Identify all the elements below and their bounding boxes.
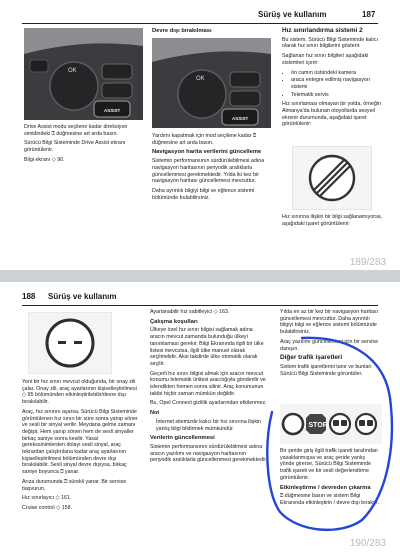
subheading: Etkinleştirme / devreden çıkarma [280,484,371,491]
steering-wheel-controls-photo-2 [152,38,271,128]
paragraph: ⍰ düğmesine basın ve sistem Bilgi Ekranında etkinleştirin / devre dışı bırakın. [280,493,379,506]
column-2-text [150,309,268,467]
page-divider [0,270,400,282]
column-3-text-lower [280,448,380,510]
column-3-text [280,309,380,380]
list-item: • Telematik servis [291,92,384,99]
paragraph: Bir şeride giriş ilgili trafik işareti tarafından yasaklanmışsa ve araç şeride yanlış yönde girerse, Sürücü Bilgi Sisteminde trafik işareti ve bir sesli değerlendirme görüntülenir. [280,448,378,481]
paragraph: Araç, hız sınırını aşarsa, Sürücü Bilgi Sisteminde görüntülenen hız sınırı bir süre sonra yanıp söner ve sesli bir sinyal verilir. Meydana gelme zamanı değişir. Hem yanıp sönen hem de sesli sinyaller birkaç saniye sonra kesilir. Yasal gerekssinimlerden dolayı sesli sinyal, araç tekrardan çalıştırılana kadar araç ayarlarının kişiselleştirilmesi bölümünden devre dışı bırakılabilir. Sesli sinyal devre dışıysa, birkaç saniye boyunca ⍰ yanar. [22,408,138,476]
paragraph: Hız sınırlaması olmayan bir yolda, örneğin Almanya'da bulunan otoyollarda sesyeil ekrenir durumunda, aşağıdaki işaret görüntülenir: [282,101,381,128]
paragraph: Bilgi ekranı ◇ 90. [24,156,65,163]
manual-page-187 [0,0,400,270]
paragraph: Bu sistem, Sürücü Bilgi Sisteminde kalıcı olarak hız sınırı bilgilerini gösterir. [282,36,378,50]
svg-text:OK: OK [196,76,205,82]
end-of-restrictions-sign-icon [292,146,372,215]
paragraph: Sağlanan hız sınırı bilgileri aşağıdaki sistemleri içerir: [282,53,369,66]
assist-button-label: ASSIST [232,116,249,121]
column-2-text [152,133,270,204]
paragraph: Hız sınırlayıcı ◇ 161. [22,495,72,502]
paragraph: Sürücü Bilgi Sisteminde Drive Assist ekranı görüntülenir. [24,140,126,154]
header-page-number: 187 [362,10,376,19]
list-item: • ön camın üstündeki kamera [291,70,384,77]
header-rule [22,305,378,306]
paragraph: Daha ayrıntılı bilgiyi bilgi ve eğlence sistemi bölümünde bulabilirsiniz. [152,187,255,201]
header-page-number: 188 [22,292,36,301]
paragraph: Bu, Opel Connect gizlilik ayarlarından etkilenmez. [150,400,267,407]
manual-page-188 [0,282,400,552]
paragraph: Yılda en az bir kez bir navigasyon haritası güncellemesi mevcuttur. Daha ayrıntılı bilgiyi bilgi ve eğlence sistemi bölümünde bulabilirsiniz. [280,309,379,336]
header-rule [22,23,378,24]
paragraph: Sistemin performansının sürdürülebilmesi adına aracın yazılımı ve navigasyon haritasının periyodik aralıklarla güncellenmesi gerekmektedir. [150,443,268,464]
paragraph: Araç yazılımı güncellemesi için bir servise danışın. [280,338,379,352]
paragraph: Yeni bir hız sınırı mevcut olduğunda, bir onay zili çalar. Onay zili, araç ayarlarının kişiselleştirilmesi ◇ 95 bölümünden etkinleştirilebilir/devre dışı bırakılabilir. [22,379,137,406]
subheading: Verilerin güncellenmesi [150,435,215,442]
paragraph: Arıza durumunda ⍰ sürekli yanar. Bir servise başvurun. [22,478,127,492]
section-heading: Hız sınırlandırma sistemi 2 [282,27,363,34]
footer-page-number: 190/283 [349,538,386,549]
section-heading: Devre dışı bırakılması [152,28,212,34]
paragraph: Geçerli hız sınırı bilgisi almak için aracın mevcut konumu telematik ünitesi aracılığıyla gönderilir ve islendikten hemen sonra silinir. Araç konumunun takibi hiçbir zaman mümkün değildir. [150,370,266,397]
column-3-text [282,28,384,131]
header-title: Sürüş ve kullanım [48,292,117,301]
paragraph: Ülkeye özel hız sınırı bilgisi sağlamak adına aracın mevcut zamanda bulunduğu ülkeyi tanımlaması gerekir. Bilgi Ekranında ilgili bir ülke listesi mevcutsa, ilgili ülke manuel olarak seçilmelidir. Aksi takdirde ülke otomatik olarak seçilir. [150,327,264,367]
header-title: Sürüş ve kullanım [258,10,327,19]
footer-page-number: 189/283 [349,257,386,268]
system-list [282,70,384,99]
paragraph: Yardımı kapatmak için mod seçilene kadar ⍰ düğmesine art arda basın. [152,133,257,146]
assist-button-label: ASSIST [104,108,121,113]
no-speed-info-sign-icon [28,312,112,379]
column-2-heading [152,28,270,37]
column-3-text-lower [282,214,384,230]
column-1-text [24,124,142,167]
paragraph: Hız sınırına ilişkin bir bilgi sağlanamıyorsa, aşağıdaki işaret görüntülenir: [282,214,383,227]
steering-wheel-controls-photo [24,28,143,120]
paragraph: Drive Assist modu seçilene kadar direksiyon simidindeki ⍰ düğmesine art arda basın. [24,124,128,137]
note-title: Not [150,410,160,417]
paragraph: Sistemin performansının sürdürülebilmesi adına navigasyon haritasının periyodik aralıklarla güncellenmesi gerekmektedir. Yılda iki kez bir navigasyon haritası güncellemesi mevcuttur. [152,158,265,185]
list-item: • araca entegre edilmiş navigasyon sistemi [291,77,384,90]
section-heading: Diğer trafik işaretleri [280,354,343,362]
paragraph: Cruise control ◇ 158. [22,504,73,511]
subheading: Çalışma koşulları [150,318,198,325]
paragraph: Ayarlanabilir hız sabitleyici ◇ 163. [150,309,230,315]
paragraph: Sistem trafik işaretlerini tanır ve bunları Sürücü Bilgi Sisteminde görüntüler. [280,363,372,377]
column-1-text [22,379,140,515]
stop-sign-text: STOP [308,422,328,429]
note-text: İnternet sitemizde kalıcı bir hız sınırına ilişkin yanlış bilgi bildirmek mümkündür. [156,418,262,432]
subheading: Navigasyon harita verilerini güncelleme [152,149,262,156]
traffic-signs-row [280,404,382,449]
svg-text:OK: OK [68,68,77,74]
